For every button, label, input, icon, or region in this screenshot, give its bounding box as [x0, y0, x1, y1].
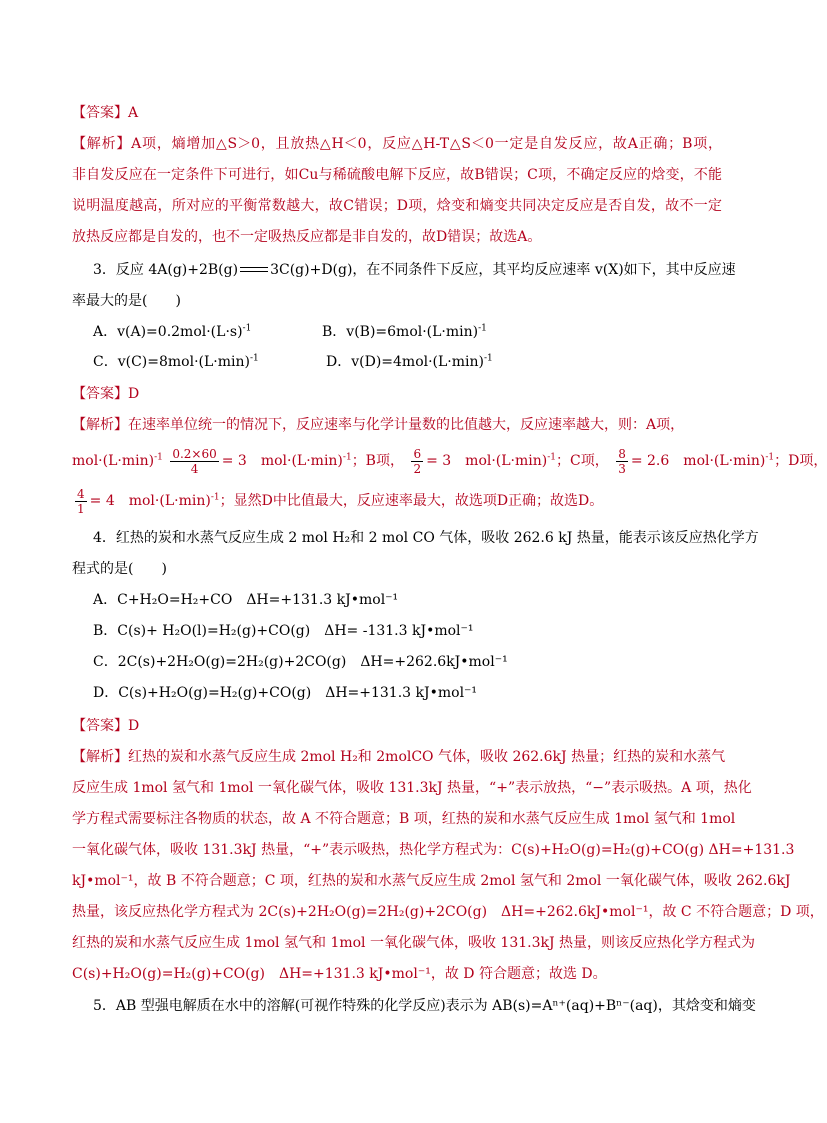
- analysis-line: 放热反应都是自发的，也不一定吸热反应都是非自发的，故D错误；故选A。: [72, 229, 542, 245]
- option-text: B．v(B)=6mol·(L·min): [322, 324, 479, 340]
- numerator: 8: [618, 446, 626, 461]
- analysis-line: 非自发反应在一定条件下可进行，如Cu与稀硫酸电解下反应，故B错误；C项，不确定反应的焓变，不能: [72, 167, 722, 183]
- question-stem: 5．AB 型强电解质在水中的溶解(可视作特殊的化学反应)表示为 AB(s)=Aⁿ⁺(aq)+Bⁿ⁻(aq)，其焓变和熵变: [93, 998, 756, 1014]
- answer-line: [72, 103, 722, 123]
- unit-text: mol·(L·min): [72, 453, 155, 469]
- analysis-line: C(s)+H₂O(g)=H₂(g)+CO(g) ΔH=+131.3 kJ•mol⁻¹，故 D 符合题意；故选 D。: [72, 966, 607, 982]
- analysis-line: 一氧化碳气体，吸收 131.3kJ 热量，“+”表示吸热，热化学方程式为：C(s)+H₂O(g)=H₂(g)+CO(g) ΔH=+131.3: [72, 842, 795, 858]
- analysis-text: 在速率单位统一的情况下，反应速率与化学计量数的比值越大，反应速率越大，则：A项，: [128, 417, 685, 433]
- option-c: C．2C(s)+2H₂O(g)=2H₂(g)+2CO(g) ΔH=+262.6kJ•mol⁻¹: [93, 654, 508, 670]
- option-text: A．v(A)=0.2mol·(L·s): [93, 324, 243, 340]
- denominator: 1: [77, 501, 85, 516]
- analysis-line: kJ•mol⁻¹，故 B 不符合题意；C 项，红热的炭和水蒸气反应生成 2mol 氢气和 2mol 一氧化碳气体，吸收 262.6kJ: [72, 873, 791, 889]
- superscript: -1: [478, 323, 487, 334]
- text: ；D项，: [774, 453, 827, 469]
- denominator: 4: [190, 461, 199, 476]
- option-text: C．v(C)=8mol·(L·min): [93, 354, 250, 370]
- analysis-line: [72, 747, 726, 767]
- answer-value: D: [128, 386, 140, 402]
- analysis-label: 【解析】: [72, 749, 128, 765]
- answer-label: 【答案】: [72, 718, 128, 734]
- text: ；B项，: [351, 453, 404, 469]
- analysis-line: 学方程式需要标注各物质的状态，故 A 不符合题意；B 项，红热的炭和水蒸气反应生成 1mol 氢气和 1mol: [72, 811, 736, 827]
- analysis-line: [72, 134, 722, 154]
- analysis-line: [72, 446, 827, 476]
- superscript: -1: [484, 353, 493, 364]
- answer-line: [72, 384, 722, 404]
- text: ；显然D中比值最大，反应速率最大，故选项D正确；故选D。: [219, 493, 604, 509]
- option-b: [322, 322, 487, 342]
- analysis-label: 【解析】: [72, 136, 132, 152]
- result-text: = 2.6 mol·(L·min): [630, 453, 766, 469]
- answer-label: 【答案】: [72, 386, 128, 402]
- superscript: -1: [249, 353, 259, 364]
- analysis-line: 说明温度越高，所对应的平衡常数越大，故C错误；D项，焓变和熵变共同决定反应是否自发，故不一定: [72, 198, 722, 214]
- answer-label: 【答案】: [72, 105, 128, 121]
- analysis-line: [72, 415, 722, 435]
- question-stem: 程式的是( ): [72, 561, 167, 577]
- superscript: -1: [210, 492, 220, 503]
- question-stem: 率最大的是( ): [72, 293, 181, 309]
- analysis-line: 反应生成 1mol 氢气和 1mol 一氧化碳气体，吸收 131.3kJ 热量，“+”表示放热，“−”表示吸热。A 项，热化: [72, 780, 752, 796]
- text: ；C项，: [556, 453, 609, 469]
- analysis-text: A项，熵增加△S＞0，且放热△H＜0，反应△H-T△S＜0一定是自发反应，故A正确；B项，: [131, 136, 723, 152]
- answer-value: A: [128, 105, 139, 121]
- superscript: -1: [765, 452, 775, 463]
- numerator: 0.2×60: [172, 446, 217, 461]
- option-d: D．C(s)+H₂O(g)=H₂(g)+CO(g) ΔH=+131.3 kJ•mol⁻¹: [93, 685, 478, 701]
- analysis-line: 热量，该反应热化学方程式为 2C(s)+2H₂O(g)=2H₂(g)+2CO(g) ΔH=+262.6kJ•mol⁻¹，故 C 不符合题意；D 项，: [72, 904, 824, 920]
- question-text: 3C(g)+D(g)，在不同条件下反应，其平均反应速率 v(X)如下，其中反应速: [270, 262, 736, 278]
- question-stem: 4．红热的炭和水蒸气反应生成 2 mol H₂和 2 mol CO 气体，吸收 262.6 kJ 热量，能表示该反应热化学方: [93, 530, 759, 546]
- answer-value: D: [128, 718, 140, 734]
- question-text: 3．反应 4A(g)+2B(g): [93, 262, 239, 278]
- answer-line: [72, 716, 722, 736]
- analysis-line: [72, 486, 722, 516]
- fraction: [75, 487, 87, 516]
- denominator: 3: [618, 461, 626, 476]
- numerator: 4: [77, 486, 85, 501]
- result-text: = 3 mol·(L·min): [221, 453, 343, 469]
- fraction: [170, 447, 218, 476]
- option-a: [93, 322, 251, 342]
- superscript: -1: [342, 452, 352, 463]
- option-text: D．v(D)=4mol·(L·min): [326, 354, 484, 370]
- superscript: -1: [154, 452, 163, 463]
- result-text: = 3 mol·(L·min): [426, 453, 548, 469]
- equilibrium-arrow-icon: [240, 265, 268, 275]
- analysis-label: 【解析】: [72, 417, 128, 433]
- superscript: -1: [547, 452, 557, 463]
- result-text: = 4 mol·(L·min): [89, 493, 211, 509]
- option-a: A．C+H₂O=H₂+CO ΔH=+131.3 kJ•mol⁻¹: [93, 592, 399, 608]
- fraction: [616, 447, 628, 476]
- question-stem: [93, 260, 736, 280]
- denominator: 2: [413, 461, 422, 476]
- numerator: 6: [413, 446, 422, 461]
- option-c: [93, 352, 259, 372]
- analysis-text: 红热的炭和水蒸气反应生成 2mol H₂和 2molCO 气体，吸收 262.6kJ 热量；红热的炭和水蒸气: [128, 749, 726, 765]
- option-b: B．C(s)+ H₂O(l)=H₂(g)+CO(g) ΔH= -131.3 kJ•mol⁻¹: [93, 623, 474, 639]
- fraction: [411, 447, 423, 476]
- option-d: [326, 352, 493, 372]
- analysis-line: 红热的炭和水蒸气反应生成 1mol 氢气和 1mol 一氧化碳气体，吸收 131.3kJ 热量，则该反应热化学方程式为: [72, 935, 756, 951]
- superscript: -1: [242, 323, 252, 334]
